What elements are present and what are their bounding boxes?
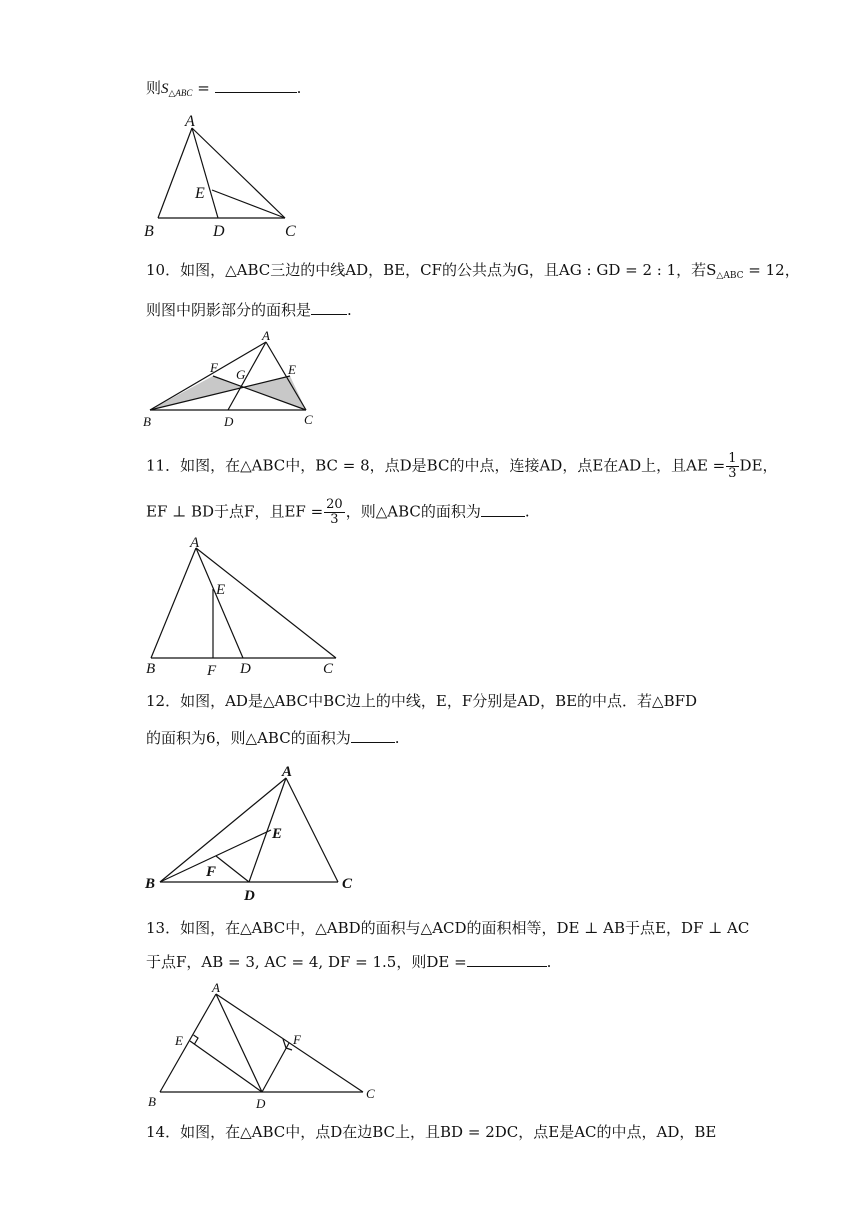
q9-label-d: D (213, 223, 225, 240)
q13-text1: 13．如图，在△ABC中，△ABD的面积与△ACD的面积相等，DE ⊥ AB于点E，DF ⊥ AC (146, 919, 750, 937)
q10-label-a: A (262, 328, 270, 343)
q12-label-b: B (145, 876, 156, 892)
q13-text2: 于点F，AB = 3, AC = 4, DF = 1.5，则DE = (146, 953, 467, 971)
q10-line1 (146, 260, 800, 286)
q9-label-c: C (285, 223, 296, 240)
q13-label-a: A (212, 980, 220, 995)
q10-label-f: F (210, 360, 218, 375)
q10-text2: 则图中阴影部分的面积是 (146, 301, 312, 319)
q10-subscript: △ABC (716, 271, 744, 281)
q13-seg-df (262, 1043, 289, 1092)
q9-prefix: 则 (146, 79, 162, 97)
q9-seg-ab (158, 128, 192, 218)
q12-seg-ac (286, 778, 338, 882)
q9-end: . (296, 79, 302, 97)
q10-label-d: D (224, 414, 234, 429)
q9-seg-ad (192, 128, 218, 218)
q10-label-e: E (288, 362, 296, 377)
q11-text1b: DE， (739, 456, 778, 475)
q12-text1: 12．如图，AD是△ABC中BC边上的中线，E，F分别是AD，BE的中点．若△BFD (146, 692, 698, 710)
q12-label-c: C (342, 876, 353, 892)
q10-answer-blank[interactable] (311, 300, 347, 315)
q9-answer-line (146, 78, 301, 103)
q12-answer-blank[interactable] (351, 728, 395, 743)
q10-label-g: G (236, 367, 246, 382)
q11-seg-ad (196, 548, 243, 658)
q10-text2-end: . (347, 301, 352, 319)
q10-text1-end: = 12， (743, 261, 800, 279)
q10-figure (140, 328, 330, 433)
q9-seg-ac (192, 128, 285, 218)
q13-text2-end: . (546, 953, 552, 971)
q12-label-d: D (244, 888, 255, 904)
q9-figure (140, 110, 310, 240)
q12-label-e: E (272, 826, 283, 842)
q11-seg-ab (151, 548, 196, 658)
q10-label-b: B (143, 414, 151, 429)
q11-label-b: B (146, 661, 156, 677)
q11-line2 (146, 498, 530, 527)
q11-label-c: C (323, 661, 334, 677)
q9-s-symbol: S (161, 81, 169, 97)
q11-line1 (146, 452, 778, 481)
q11-seg-ac (196, 548, 336, 658)
q13-right-angle-e (194, 1035, 199, 1044)
q13-answer-blank[interactable] (467, 952, 547, 967)
q12-text2-end: . (394, 729, 400, 747)
q12-label-a: A (282, 764, 293, 780)
q11-label-a: A (190, 535, 200, 551)
q11-label-e: E (216, 582, 226, 598)
q10-label-c: C (304, 412, 313, 427)
q13-label-e: E (175, 1033, 183, 1048)
q13-seg-ab (160, 994, 216, 1092)
q9-answer-blank[interactable] (215, 78, 297, 93)
q11-text2b: ，则△ABC的面积为 (345, 502, 481, 521)
q12-figure (140, 760, 370, 902)
q13-label-d: D (256, 1096, 266, 1111)
q9-label-b: B (144, 223, 154, 240)
q13-seg-de (190, 1041, 262, 1092)
q10-shade-left (150, 376, 243, 410)
q10-text1: 10．如图，△ABC三边的中线AD，BE，CF的公共点为G，且AG : GD = 2 : 1，若S (146, 261, 717, 279)
q13-line2 (146, 952, 551, 972)
q13-line1 (146, 918, 749, 938)
q13-figure (140, 980, 390, 1110)
q13-label-c: C (366, 1086, 375, 1101)
q9-s-subscript: △ABC (168, 88, 193, 98)
q14-line1 (146, 1122, 716, 1142)
q11-answer-blank[interactable] (481, 502, 525, 517)
q14-text1: 14．如图，在△ABC中，点D在边BC上，且BD = 2DC，点E是AC的中点，AD，BE (146, 1123, 717, 1141)
q11-text1a: 11．如图，在△ABC中，BC = 8，点D是BC的中点，连接AD，点E在AD上，且AE = (146, 456, 726, 475)
q11-fraction-2: $\frac{20}{3}$ (326, 497, 343, 527)
q11-label-d: D (240, 661, 251, 677)
q9-label-a: A (185, 113, 195, 130)
q9-equals: = (197, 79, 210, 97)
q12-text2: 的面积为6，则△ABC的面积为 (146, 729, 351, 747)
q11-label-f: F (207, 663, 217, 679)
q10-line2 (146, 300, 352, 320)
q12-seg-fd (216, 856, 249, 882)
q9-label-e: E (195, 185, 205, 202)
q11-figure (140, 532, 350, 680)
q12-line1 (146, 691, 697, 711)
q11-text2a: EF ⊥ BD于点F，且EF = (146, 502, 324, 521)
q11-text2-end: . (524, 502, 530, 521)
q13-seg-ac (216, 994, 363, 1092)
q10-seg-ab (150, 342, 266, 410)
q10-seg-ad (228, 342, 266, 410)
q11-fraction-1: $\frac{1}{3}$ (728, 451, 737, 481)
q13-label-b: B (148, 1094, 156, 1109)
q12-line2 (146, 728, 399, 748)
q13-label-f: F (293, 1032, 301, 1047)
q9-seg-ec (212, 190, 285, 218)
q12-label-f: F (206, 864, 217, 880)
